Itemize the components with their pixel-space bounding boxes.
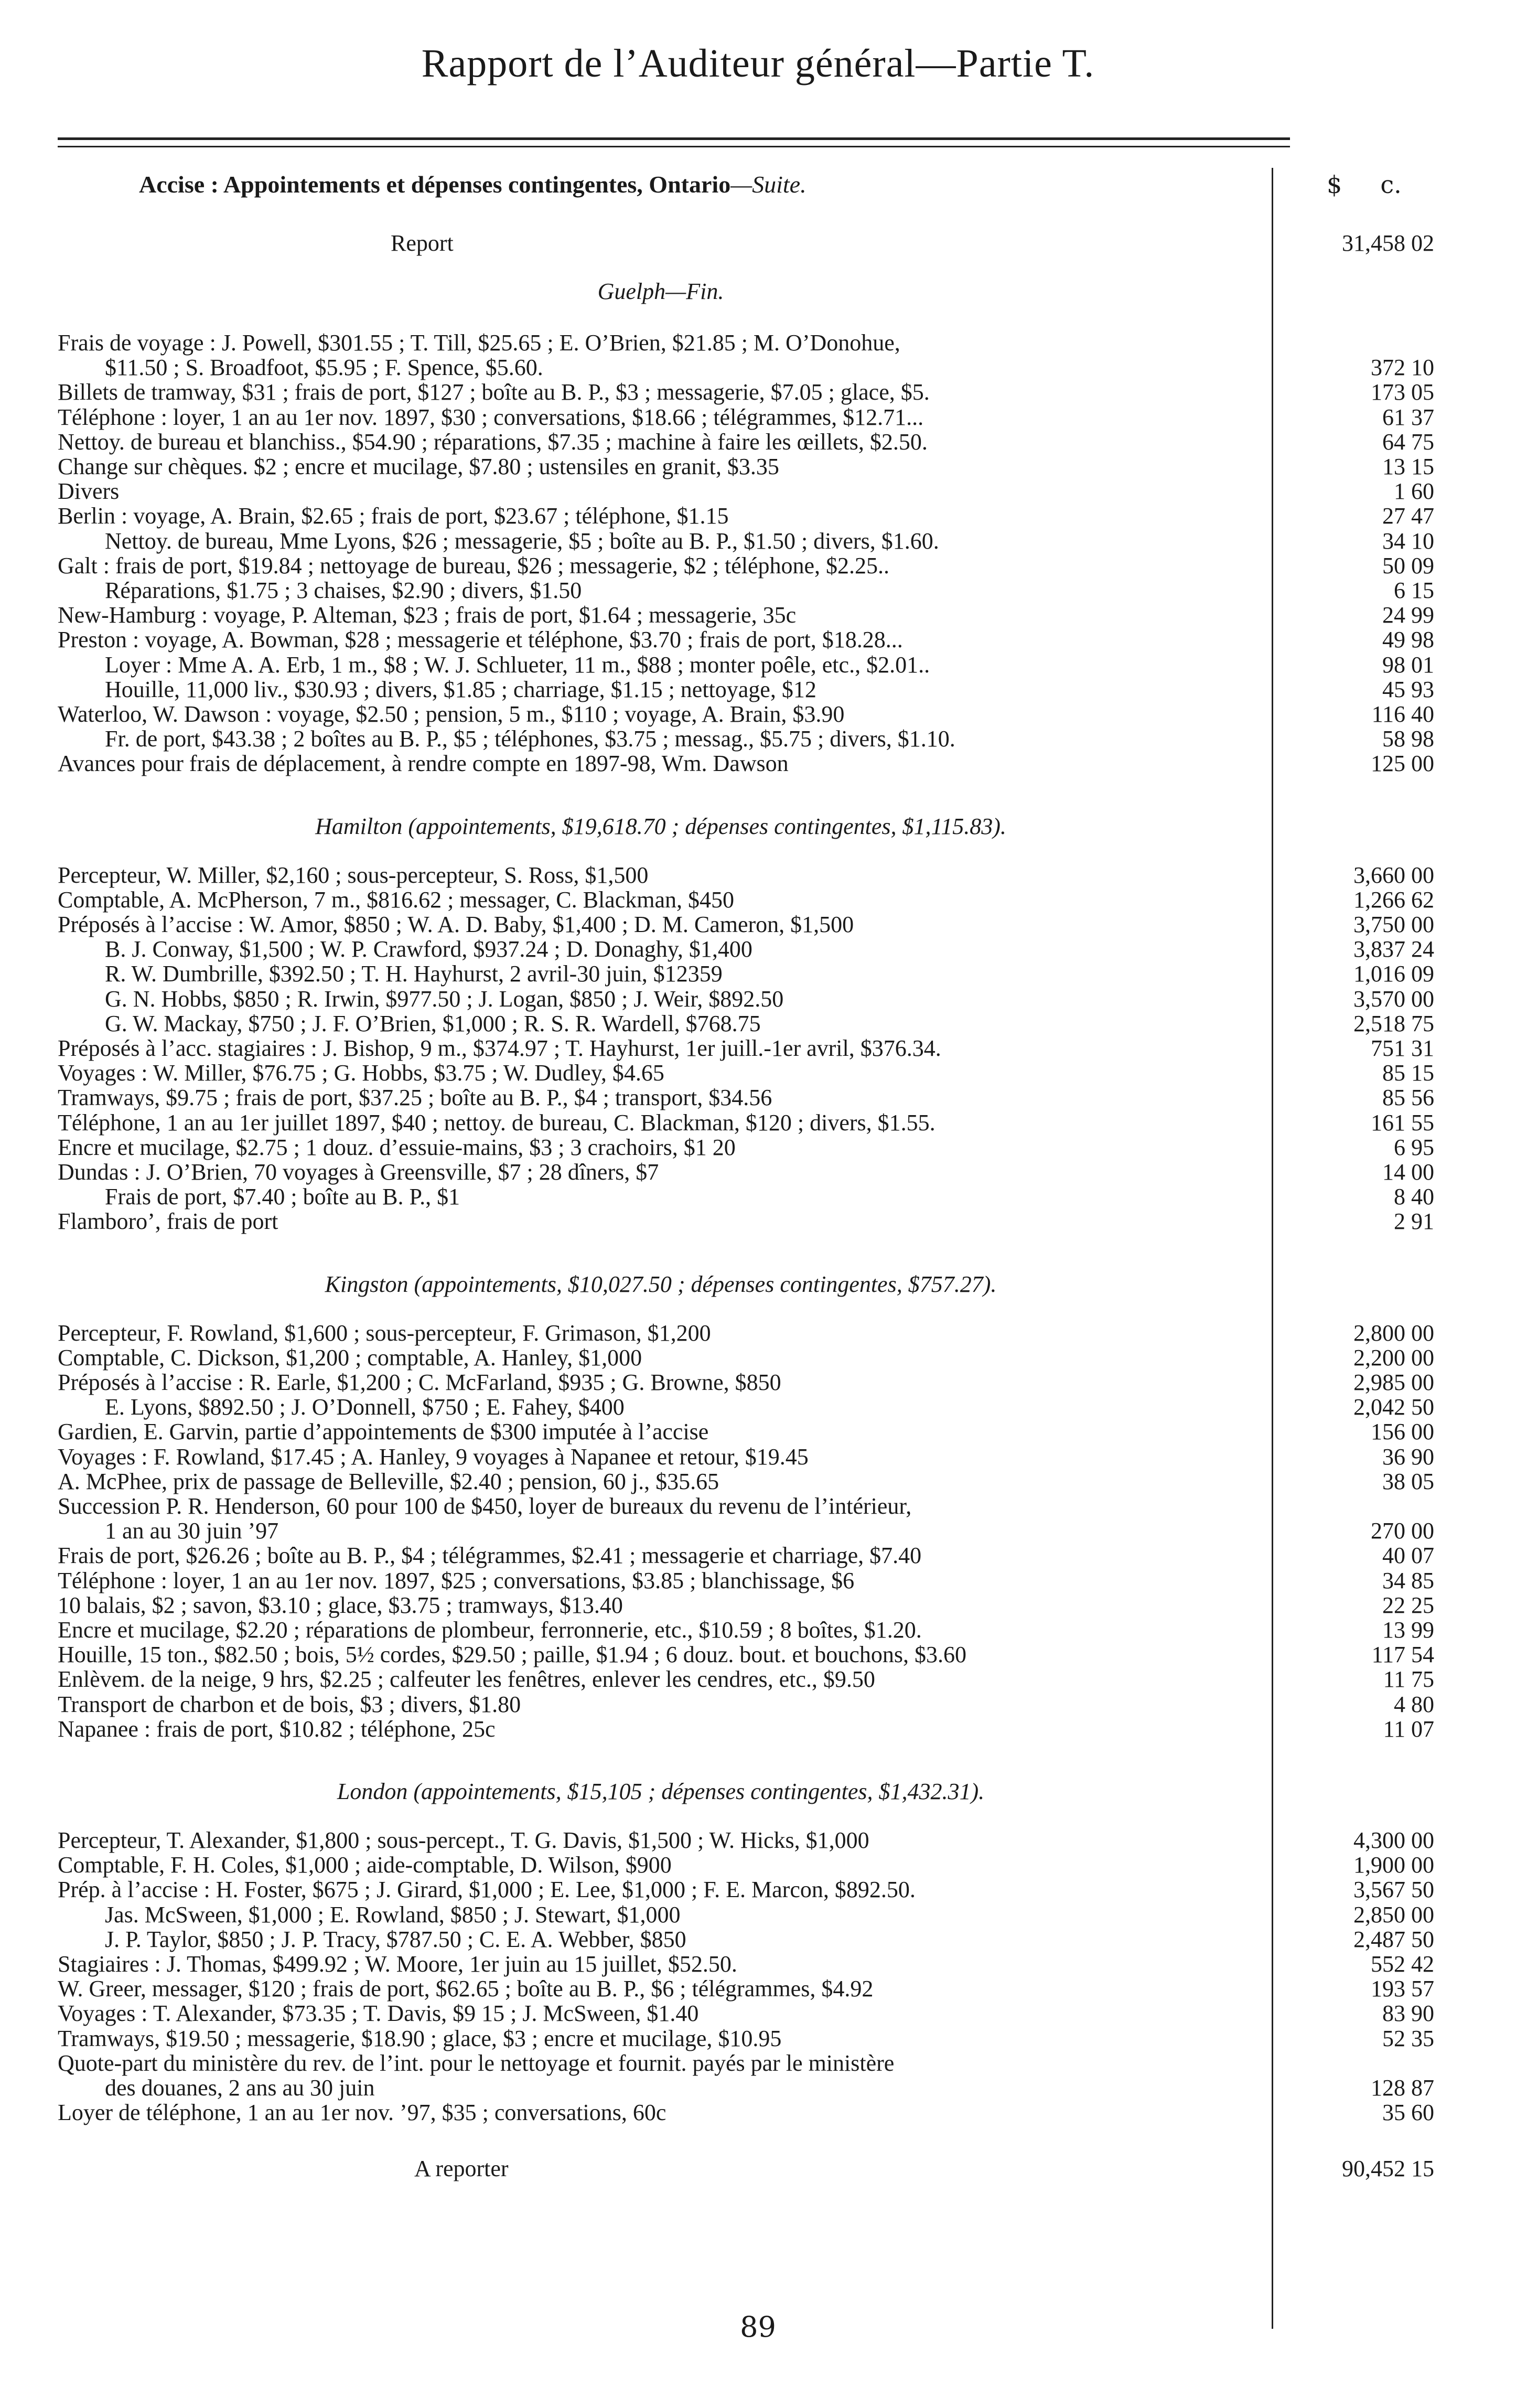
hamilton-entry [0,1110,1516,1136]
guelph-entry-amount: 13 15 [1382,454,1434,479]
hamilton-entry-text: Frais de port, $7.40 ; boîte au B. P., $1 [105,1184,460,1210]
london-entry-amount: 2,487 50 [1353,1926,1434,1952]
hamilton-entry-amount: 8 40 [1394,1184,1434,1210]
guelph-entry-amount: 58 98 [1382,726,1434,752]
kingston-entry-amount: 270 00 [1371,1518,1434,1544]
london-entry-text: Voyages : T. Alexander, $73.35 ; T. Davis, $9 15 ; J. McSween, $1.40 [58,2001,699,2027]
hamilton-entry [0,1135,1516,1160]
london-entry-text: des douanes, 2 ans au 30 juin [105,2075,375,2101]
kingston-entry-text: 10 balais, $2 ; savon, $3.10 ; glace, $3.75 ; tramways, $13.40 [58,1592,623,1618]
hamilton-entry-amount: 1,016 09 [1353,961,1434,987]
guelph-entry-text: Waterloo, W. Dawson : voyage, $2.50 ; pension, 5 m., $110 ; voyage, A. Brain, $3.90 [58,702,845,727]
hamilton-entry-amount: 14 00 [1382,1159,1434,1185]
hamilton-entry [0,1085,1516,1110]
hamilton-entry [0,937,1516,962]
guelph-entry-text: Change sur chèques. $2 ; encre et mucilage, $7.80 ; ustensiles en granit, $3.35 [58,454,779,479]
kingston-entry-amount: 38 05 [1382,1468,1434,1494]
guelph-entry-amount: 1 60 [1394,478,1434,505]
page-title: Rapport de l’Auditeur général—Partie T. [421,41,1095,85]
kingston-entry [0,1321,1516,1346]
hamilton-entry-text: Dundas : J. O’Brien, 70 voyages à Greensville, $7 ; 28 dîners, $7 [58,1160,659,1185]
guelph-entry-amount: 372 10 [1371,355,1434,381]
london-entry-text: Loyer de téléphone, 1 an au 1er nov. ’97, $35 ; conversations, 60c [58,2100,666,2126]
hamilton-entry-amount: 85 56 [1382,1085,1434,1111]
hamilton-entry [0,1011,1516,1036]
hamilton-entry-text: Préposés à l’acc. stagiaires : J. Bishop, 9 m., $374.97 ; T. Hayhurst, 1er juill.-1er avril, $376.34. [58,1036,941,1061]
hamilton-entry-amount: 3,750 00 [1353,912,1434,937]
guelph-entry-text: $11.50 ; S. Broadfoot, $5.95 ; F. Spence, $5.60. [105,355,543,381]
london-entry-text: Prép. à l’accise : H. Foster, $675 ; J. Girard, $1,000 ; E. Lee, $1,000 ; F. E. Marcon, $892.50. [58,1877,916,1903]
london-entry-text: Tramways, $19.50 ; messagerie, $18.90 ; glace, $3 ; encre et mucilage, $10.95 [58,2026,782,2051]
kingston-entry [0,1395,1516,1420]
hamilton-title: Hamilton (appointements, $19,618.70 ; dépenses contingentes, $1,115.83). [315,813,1006,839]
kingston-entry-text: E. Lyons, $892.50 ; J. O’Donnell, $750 ; E. Fahey, $400 [105,1395,625,1420]
kingston-entry-text: A. McPhee, prix de passage de Belleville, $2.40 ; pension, 60 j., $35.65 [58,1469,719,1494]
guelph-entry-text: Divers [58,479,120,505]
guelph-entry-amount: 64 75 [1382,429,1434,455]
reporter-label: A reporter [414,2156,509,2182]
kingston-entry-amount: 4 80 [1394,1691,1434,1717]
kingston-entry [0,1345,1516,1371]
guelph-entry-amount: 173 05 [1371,379,1434,405]
london-entry-text: Stagiaires : J. Thomas, $499.92 ; W. Moore, 1er juin au 15 juillet, $52.50. [58,1952,737,1977]
london-entry [0,2100,1516,2125]
header-rule-thin [58,146,1290,147]
hamilton-entry-amount: 3,570 00 [1353,986,1434,1012]
guelph-entry-text: Fr. de port, $43.38 ; 2 boîtes au B. P., $5 ; téléphones, $3.75 ; messag., $5.75 ; divers, $1.10. [105,726,955,752]
kingston-entry-amount: 2,800 00 [1353,1320,1434,1346]
london-entry-amount: 3,567 50 [1353,1877,1434,1903]
kingston-entry-text: Gardien, E. Garvin, partie d’appointements de $300 imputée à l’accise [58,1419,709,1445]
guelph-entry [0,578,1516,603]
london-entry [0,1902,1516,1928]
kingston-entry-amount: 156 00 [1371,1419,1434,1445]
hamilton-entry-amount: 85 15 [1382,1060,1434,1086]
london-entry [0,2026,1516,2051]
guelph-entry [0,430,1516,455]
guelph-entry-text: Billets de tramway, $31 ; frais de port, $127 ; boîte au B. P., $3 ; messagerie, $7.05 ; glace, $5. [58,380,930,405]
hamilton-entry-text: Percepteur, W. Miller, $2,160 ; sous-percepteur, S. Ross, $1,500 [58,862,649,888]
guelph-entry-text: Preston : voyage, A. Bowman, $28 ; messagerie et téléphone, $3.70 ; frais de port, $18.28... [58,627,903,653]
guelph-entry-text: Galt : frais de port, $19.84 ; nettoyage de bureau, $26 ; messagerie, $2 ; téléphone, $2.25.. [58,553,890,579]
guelph-entry-text: Loyer : Mme A. A. Erb, 1 m., $8 ; W. J. Schlueter, 11 m., $88 ; monter poêle, etc., $2.01.. [105,652,930,678]
guelph-entry-text: Berlin : voyage, A. Brain, $2.65 ; frais de port, $23.67 ; téléphone, $1.15 [58,504,729,529]
hamilton-entry-text: Encre et mucilage, $2.75 ; 1 douz. d’essuie-mains, $3 ; 3 crachoirs, $1 20 [58,1135,736,1160]
guelph-entry-amount: 49 98 [1382,627,1434,653]
page-number: 89 [740,2310,776,2343]
hamilton-entry [0,863,1516,888]
guelph-entry-amount: 27 47 [1382,503,1434,529]
guelph-entry [0,652,1516,678]
london-entry [0,2075,1516,2101]
london-entry-amount: 52 35 [1382,2025,1434,2051]
hamilton-entry-text: Tramways, $9.75 ; frais de port, $37.25 ; boîte au B. P., $4 ; transport, $34.56 [58,1085,772,1111]
reporter-line [0,2156,1516,2181]
guelph-entry-amount: 116 40 [1371,701,1434,727]
kingston-entry-text: 1 an au 30 juin ’97 [105,1518,279,1544]
london-entry-amount: 2,850 00 [1353,1901,1434,1928]
london-entry [0,1853,1516,1878]
hamilton-entry [0,1061,1516,1086]
kingston-entry-text: Transport de charbon et de bois, $3 ; divers, $1.80 [58,1692,521,1717]
guelph-entry-amount: 45 93 [1382,676,1434,702]
guelph-entry-amount: 98 01 [1382,651,1434,678]
guelph-entry-text: Nettoy. de bureau, Mme Lyons, $26 ; messagerie, $5 ; boîte au B. P., $1.50 ; divers, $1.60. [105,528,939,554]
london-entry [0,2001,1516,2026]
guelph-entry [0,380,1516,405]
guelph-entry-text: Nettoy. de bureau et blanchiss., $54.90 ; réparations, $7.35 ; machine à faire les œillets, $2.50. [58,429,928,455]
london-entry-text: Jas. McSween, $1,000 ; E. Rowland, $850 ; J. Stewart, $1,000 [105,1902,681,1928]
kingston-entry [0,1568,1516,1593]
hamilton-entry-text: R. W. Dumbrille, $392.50 ; T. H. Hayhurst, 2 avril-30 juin, $12359 [105,961,723,987]
kingston-entry-text: Téléphone : loyer, 1 an au 1er nov. 1897, $25 ; conversations, $3.85 ; blanchissage, $6 [58,1568,855,1593]
kingston-entry-amount: 22 25 [1382,1592,1434,1618]
london-entry-text: Quote-part du ministère du rev. de l’int. pour le nettoyage et fournit. payés par le ministère [58,2050,895,2076]
kingston-entry-amount: 2,200 00 [1353,1344,1434,1371]
london-entry [0,1952,1516,1977]
guelph-entry [0,553,1516,579]
report-line [0,231,1516,256]
hamilton-entry-amount: 2,518 75 [1353,1010,1434,1036]
kingston-entry-text: Comptable, C. Dickson, $1,200 ; comptable, A. Hanley, $1,000 [58,1345,642,1371]
currency-header: $ c. [1327,170,1402,199]
hamilton-entry-text: Flamboro’, frais de port [58,1209,278,1235]
hamilton-entry-amount: 161 55 [1371,1109,1434,1136]
kingston-entry [0,1543,1516,1568]
london-entry-amount: 4,300 00 [1353,1827,1434,1853]
kingston-entry-amount: 117 54 [1371,1642,1434,1668]
kingston-entry [0,1667,1516,1692]
hamilton-entry-text: Préposés à l’accise : W. Amor, $850 ; W. A. D. Baby, $1,400 ; D. M. Cameron, $1,500 [58,912,854,937]
section-header [139,170,807,198]
london-entry-text: J. P. Taylor, $850 ; J. P. Tracy, $787.50 ; C. E. A. Webber, $850 [105,1927,686,1952]
hamilton-entry [0,1036,1516,1061]
hamilton-entry-amount: 751 31 [1371,1035,1434,1061]
london-entry [0,1927,1516,1952]
kingston-entry [0,1469,1516,1494]
guelph-entry [0,627,1516,652]
guelph-entry-text: Avances pour frais de déplacement, à rendre compte en 1897-98, Wm. Dawson [58,751,789,777]
hamilton-entry-amount: 3,660 00 [1353,862,1434,888]
london-entry-text: Comptable, F. H. Coles, $1,000 ; aide-comptable, D. Wilson, $900 [58,1853,672,1878]
london-title: London (appointements, $15,105 ; dépenses contingentes, $1,432.31). [337,1779,985,1804]
hamilton-entry [0,912,1516,937]
kingston-entry-amount: 11 75 [1383,1666,1434,1693]
guelph-entry-amount: 61 37 [1382,404,1434,430]
london-entry-amount: 1,900 00 [1353,1852,1434,1878]
hamilton-entry [0,961,1516,987]
kingston-entry-amount: 13 99 [1382,1617,1434,1643]
hamilton-entry [0,1184,1516,1210]
london-entry [0,1877,1516,1902]
london-entry [0,1976,1516,2002]
kingston-entry-text: Voyages : F. Rowland, $17.45 ; A. Hanley, 9 voyages à Napanee et retour, $19.45 [58,1444,809,1470]
guelph-entry [0,677,1516,702]
guelph-entry [0,603,1516,628]
guelph-entry [0,751,1516,776]
guelph-entry-text: Réparations, $1.75 ; 3 chaises, $2.90 ; divers, $1.50 [105,578,582,603]
guelph-entry [0,702,1516,727]
kingston-title: Kingston (appointements, $10,027.50 ; dépenses contingentes, $757.27). [325,1271,997,1297]
guelph-entry [0,726,1516,752]
guelph-entry-amount: 34 10 [1382,528,1434,554]
hamilton-entry [0,987,1516,1012]
kingston-entry-amount: 40 07 [1382,1543,1434,1569]
london-entry [0,2051,1516,2076]
hamilton-entry-text: G. N. Hobbs, $850 ; R. Irwin, $977.50 ; J. Logan, $850 ; J. Weir, $892.50 [105,986,784,1012]
kingston-entry-text: Encre et mucilage, $2.20 ; réparations de plombeur, ferronnerie, etc., $10.59 ; 8 boîtes, $1.20. [58,1618,922,1643]
kingston-entry-amount: 34 85 [1382,1567,1434,1593]
kingston-entry-text: Succession P. R. Henderson, 60 pour 100 de $450, loyer de bureaux du revenu de l’intérieur, [58,1494,912,1519]
kingston-entry [0,1692,1516,1717]
guelph-entry-text: Houille, 11,000 liv., $30.93 ; divers, $1.85 ; charriage, $1.15 ; nettoyage, $12 [105,677,816,702]
hamilton-entry-text: Téléphone, 1 an au 1er juillet 1897, $40 ; nettoy. de bureau, C. Blackman, $120 ; divers, $1.55. [58,1110,936,1136]
guelph-entry-amount: 6 15 [1394,577,1434,603]
kingston-entry-text: Enlèvem. de la neige, 9 hrs, $2.25 ; calfeuter les fenêtres, enlever les cendres, etc., $9.50 [58,1667,875,1693]
guelph-entry [0,529,1516,554]
hamilton-entry-amount: 3,837 24 [1353,936,1434,962]
london-entry-amount: 128 87 [1371,2075,1434,2101]
london-entry-amount: 193 57 [1371,1976,1434,2002]
kingston-entry [0,1618,1516,1643]
kingston-entry-text: Percepteur, F. Rowland, $1,600 ; sous-percepteur, F. Grimason, $1,200 [58,1320,711,1346]
guelph-title: Guelph—Fin. [597,279,724,304]
hamilton-entry-text: Voyages : W. Miller, $76.75 ; G. Hobbs, $3.75 ; W. Dudley, $4.65 [58,1061,664,1086]
hamilton-entry-text: G. W. Mackay, $750 ; J. F. O’Brien, $1,000 ; R. S. R. Wardell, $768.75 [105,1011,761,1036]
guelph-entry-amount: 24 99 [1382,602,1434,628]
guelph-entry [0,479,1516,504]
london-entry-amount: 552 42 [1371,1951,1434,1977]
guelph-entry [0,454,1516,479]
london-entry-amount: 35 60 [1382,2100,1434,2126]
guelph-entry-amount: 50 09 [1382,552,1434,579]
kingston-entry-text: Frais de port, $26.26 ; boîte au B. P., $4 ; télégrammes, $2.41 ; messagerie et charriage, $7.40 [58,1543,922,1569]
hamilton-entry-text: B. J. Conway, $1,500 ; W. P. Crawford, $937.24 ; D. Donaghy, $1,400 [105,937,752,962]
kingston-entry-text: Préposés à l’accise : R. Earle, $1,200 ; C. McFarland, $935 ; G. Browne, $850 [58,1370,781,1395]
reporter-amount: 90,452 15 [1342,2156,1434,2182]
hamilton-entry [0,1209,1516,1234]
section-header-suite: —Suite. [730,171,807,198]
kingston-entry-amount: 11 07 [1383,1716,1434,1742]
guelph-entry-text: Téléphone : loyer, 1 an au 1er nov. 1897, $30 ; conversations, $18.66 ; télégrammes, $12.71... [58,404,924,430]
hamilton-entry-amount: 6 95 [1394,1134,1434,1160]
kingston-entry [0,1444,1516,1470]
guelph-entry-text: Frais de voyage : J. Powell, $301.55 ; T. Till, $25.65 ; E. O’Brien, $21.85 ; M. O’Donohue, [58,330,900,356]
kingston-entry-amount: 36 90 [1382,1443,1434,1470]
report-amount: 31,458 02 [1342,230,1434,256]
guelph-entry [0,504,1516,529]
kingston-entry [0,1518,1516,1544]
report-label: Report [391,231,454,256]
kingston-entry [0,1370,1516,1395]
guelph-entry-amount: 125 00 [1371,751,1434,777]
london-entry [0,1828,1516,1853]
kingston-entry-text: Houille, 15 ton., $82.50 ; bois, 5½ cordes, $29.50 ; paille, $1.94 ; 6 douz. bout. et bouchons, $3.60 [58,1642,966,1668]
guelph-entry [0,330,1516,356]
hamilton-entry-amount: 2 91 [1394,1208,1434,1235]
hamilton-entry [0,887,1516,913]
kingston-entry [0,1717,1516,1742]
section-header-bold: Accise : Appointements et dépenses contingentes, Ontario [139,171,731,198]
guelph-entry [0,405,1516,430]
guelph-entry [0,355,1516,380]
kingston-entry-text: Napanee : frais de port, $10.82 ; téléphone, 25c [58,1716,496,1742]
kingston-entry-amount: 2,042 50 [1353,1394,1434,1420]
london-entry-text: Percepteur, T. Alexander, $1,800 ; sous-percept., T. G. Davis, $1,500 ; W. Hicks, $1,000 [58,1828,869,1853]
london-entry-amount: 83 90 [1382,2000,1434,2027]
hamilton-entry-amount: 1,266 62 [1353,886,1434,913]
hamilton-entry-text: Comptable, A. McPherson, 7 m., $816.62 ; messager, C. Blackman, $450 [58,887,734,913]
guelph-entry-text: New-Hamburg : voyage, P. Alteman, $23 ; frais de port, $1.64 ; messagerie, 35c [58,603,797,628]
hamilton-entry [0,1160,1516,1185]
london-entry-text: W. Greer, messager, $120 ; frais de port, $62.65 ; boîte au B. P., $6 ; télégrammes, $4.92 [58,1976,874,2002]
kingston-entry-amount: 2,985 00 [1353,1369,1434,1395]
kingston-entry [0,1593,1516,1618]
kingston-entry [0,1419,1516,1444]
kingston-entry [0,1642,1516,1667]
kingston-entry [0,1494,1516,1519]
header-rule-thick [58,137,1290,140]
